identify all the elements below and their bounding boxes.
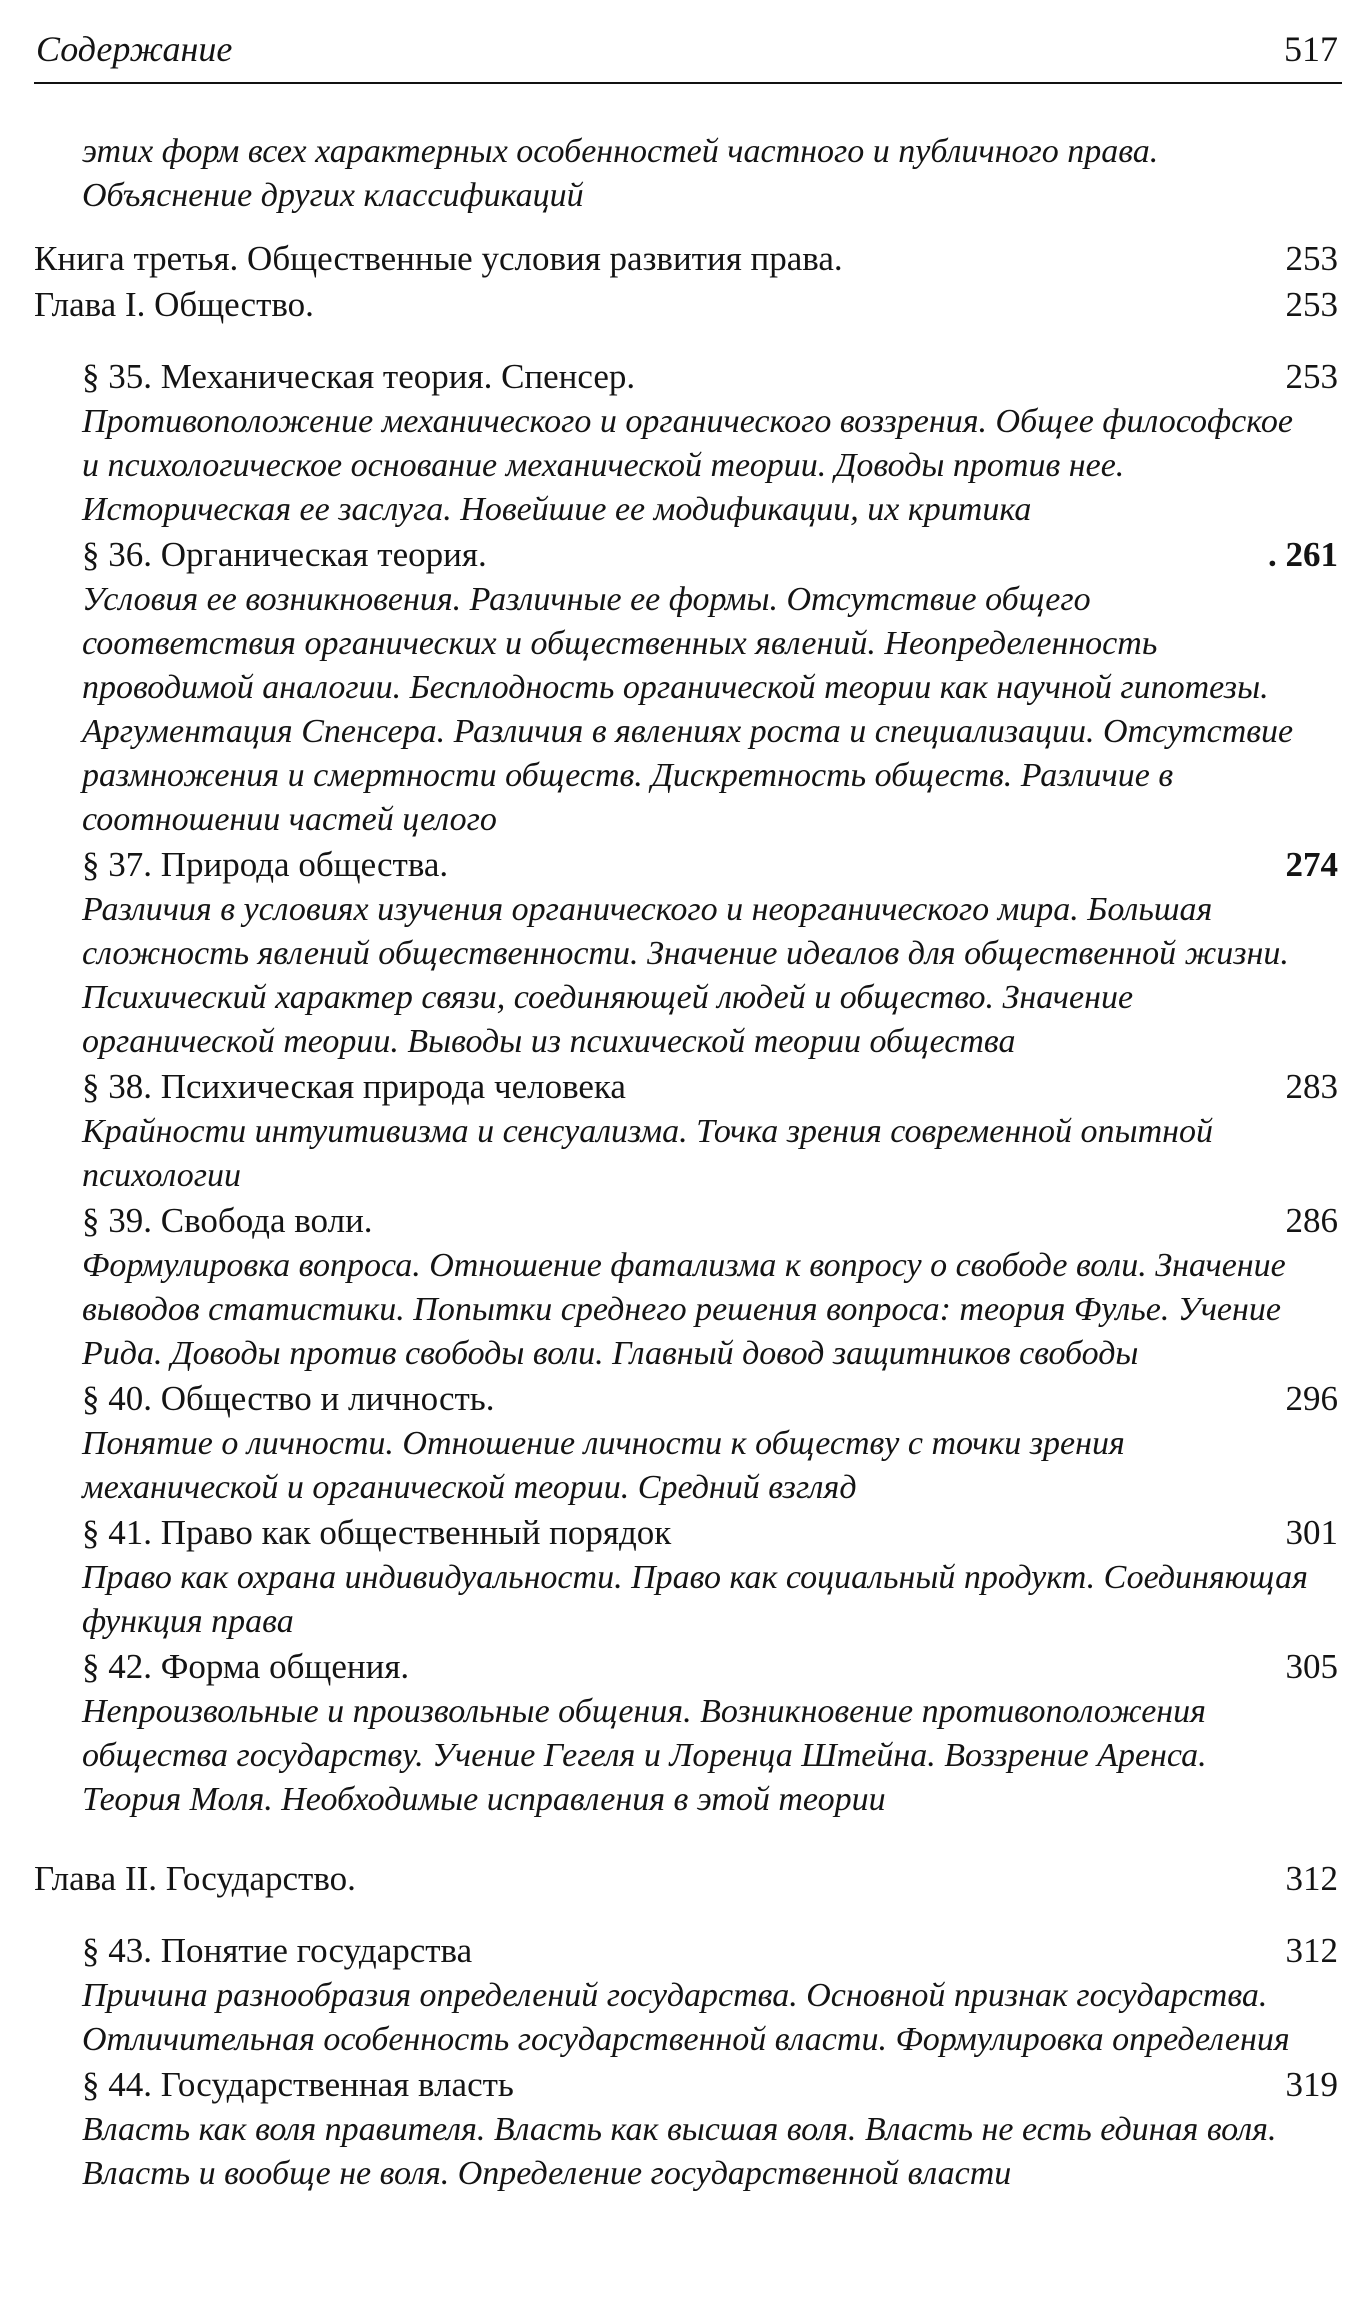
section-title: § 36. Органическая теория. <box>82 535 487 574</box>
section-43 <box>34 1928 1342 2062</box>
running-title: Содержание <box>36 29 233 69</box>
section-page: 319 <box>1285 2065 1338 2104</box>
book-page <box>34 0 1342 2305</box>
section-42 <box>34 1644 1342 1822</box>
section-page: 301 <box>1285 1513 1338 1552</box>
section-description: Крайности интуитивизма и сенсуализма. Точка зрения современной опытной психологии <box>82 1113 1213 1194</box>
section-title: § 42. Форма общения. <box>82 1647 410 1686</box>
page-number: 517 <box>1284 29 1338 69</box>
section-page: . 261 <box>1268 535 1338 574</box>
toc-body <box>34 130 1342 2196</box>
section-title: § 44. Государственная власть <box>82 2065 514 2104</box>
section-page: 312 <box>1285 1931 1338 1970</box>
section-page: 253 <box>1285 357 1338 396</box>
header-rule <box>34 82 1342 84</box>
section-40 <box>34 1376 1342 1510</box>
section-title: § 41. Право как общественный порядок <box>82 1513 672 1552</box>
section-description: Формулировка вопроса. Отношение фатализма к вопросу о свободе воли. Значение выводов статистики. Попытки среднего решения вопроса: теория Фулье. Учение Рида. Доводы против свободы воли. Главный довод защитников свободы <box>82 1247 1286 1372</box>
section-description: Право как охрана индивидуальности. Право как социальный продукт. Соединяющая функция права <box>82 1559 1308 1640</box>
chapter-1-page: 253 <box>1285 285 1338 324</box>
toc-entry-chapter-1 <box>34 282 1342 328</box>
chapter-1-title: Глава I. Общество. <box>34 285 314 324</box>
section-title: § 35. Механическая теория. Спенсер. <box>82 357 636 396</box>
section-description: Понятие о личности. Отношение личности к обществу с точки зрения механической и органической теории. Средний взгляд <box>82 1425 1125 1506</box>
section-title: § 40. Общество и личность. <box>82 1379 495 1418</box>
book-title: Книга третья. Общественные условия развития права. <box>34 239 843 278</box>
book-page: 253 <box>1285 239 1338 278</box>
section-description: Власть как воля правителя. Власть как высшая воля. Власть не есть единая воля. Власть и вообще не воля. Определение государственной власти <box>82 2111 1277 2192</box>
section-page: 286 <box>1285 1201 1338 1240</box>
section-description: Непроизвольные и произвольные общения. Возникновение противоположения общества государству. Учение Гегеля и Лоренца Штейна. Воззрение Аренса. Теория Моля. Необходимые исправления в этой теории <box>82 1693 1207 1818</box>
section-page: 296 <box>1285 1379 1338 1418</box>
section-title: § 38. Психическая природа человека <box>82 1067 626 1106</box>
section-37 <box>34 842 1342 1064</box>
section-title: § 43. Понятие государства <box>82 1931 473 1970</box>
section-description: Противоположение механического и органического воззрения. Общее философское и психологическое основание механической теории. Доводы против нее. Историческая ее заслуга. Новейшие ее модификации, их критика <box>82 403 1293 528</box>
section-39 <box>34 1198 1342 1376</box>
toc-entry-book <box>34 236 1342 282</box>
section-44 <box>34 2062 1342 2196</box>
section-title: § 39. Свобода воли. <box>82 1201 373 1240</box>
toc-entry-chapter-2 <box>34 1856 1342 1902</box>
section-page: 305 <box>1285 1647 1338 1686</box>
chapter-2-page: 312 <box>1285 1859 1338 1898</box>
section-38 <box>34 1064 1342 1198</box>
section-title: § 37. Природа общества. <box>82 845 449 884</box>
section-page: 283 <box>1285 1067 1338 1106</box>
section-41 <box>34 1510 1342 1644</box>
intro-description: этих форм всех характерных особенностей частного и публичного права. Объяснение других классификаций <box>82 133 1159 214</box>
section-description: Условия ее возникновения. Различные ее формы. Отсутствие общего соответствия органических и общественных явлений. Неопределенность проводимой аналогии. Бесплодность органической теории как научной гипотезы. Аргументация Спенсера. Различия в явлениях роста и специализации. Отсутствие размножения и смертности обществ. Дискретность обществ. Различие в соотношении частей целого <box>82 581 1294 838</box>
section-35 <box>34 354 1342 532</box>
section-description: Различия в условиях изучения органического и неорганического мира. Большая сложность явлений общественности. Значение идеалов для общественной жизни. Психический характер связи, соединяющей людей и общество. Значение органической теории. Выводы из психической теории общества <box>82 891 1289 1060</box>
section-36 <box>34 532 1342 842</box>
chapter-2-title: Глава II. Государство. <box>34 1859 356 1898</box>
running-header <box>34 24 1342 76</box>
section-description: Причина разнообразия определений государства. Основной признак государства. Отличительная особенность государственной власти. Формулировка определения <box>82 1977 1290 2058</box>
section-page: 274 <box>1285 845 1338 884</box>
